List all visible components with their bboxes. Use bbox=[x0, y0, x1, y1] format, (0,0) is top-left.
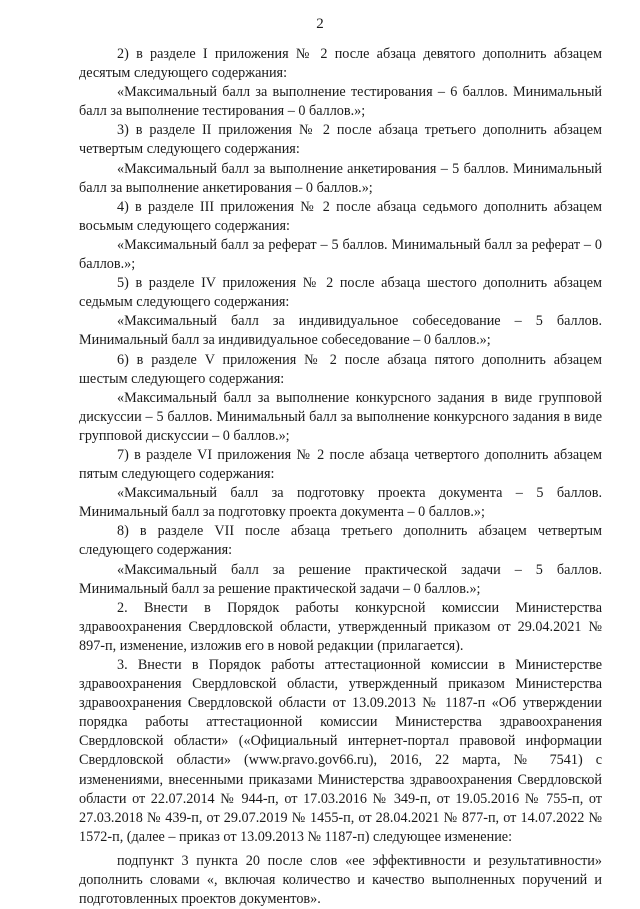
quoted-text: «Максимальный балл за подготовку проекта документа – 5 баллов. Минимальный балл за подготовку проекта документа – 0 баллов.»; bbox=[79, 485, 602, 521]
clause-2: 2. Внести в Порядок работы конкурсной комиссии Министерства здравоохранения Свердловской области, утвержденный приказом от 29.04.2021 № 897-п, изменение, изложив его в новой редакции (прилагается). bbox=[79, 599, 602, 654]
quoted-text: «Максимальный балл за выполнение конкурсного задания в виде групповой дискуссии – 5 баллов. Минимальный балл за выполнение конкурсного задания в виде групповой дискуссии – 0 баллов.»; bbox=[79, 389, 602, 444]
amendment-item-6: 6) в разделе V приложения № 2 после абзаца пятого дополнить абзацем шестым следующего содержания: bbox=[79, 351, 602, 387]
quoted-text: «Максимальный балл за решение практической задачи – 5 баллов. Минимальный балл за решение практической задачи – 0 баллов.»; bbox=[79, 561, 602, 597]
quoted-text: «Максимальный балл за выполнение тестирования – 6 баллов. Минимальный балл за выполнение тестирования – 0 баллов.»; bbox=[79, 84, 602, 120]
amendment-item-2: 2) в разделе I приложения № 2 после абзаца девятого дополнить абзацем десятым следующего содержания: bbox=[79, 46, 602, 82]
quoted-text: «Максимальный балл за выполнение анкетирования – 5 баллов. Минимальный балл за выполнение анкетирования – 0 баллов.»; bbox=[79, 160, 602, 196]
amendment-item-8: 8) в разделе VII после абзаца третьего дополнить абзацем четвертым следующего содержания: bbox=[79, 523, 602, 559]
clause-3-change: подпункт 3 пункта 20 после слов «ее эффективности и результативности» дополнить словами «, включая количество и качество выполненных поручений и подготовленных проектов документов». bbox=[79, 852, 602, 908]
amendment-item-3: 3) в разделе II приложения № 2 после абзаца третьего дополнить абзацем четвертым следующего содержания: bbox=[79, 122, 602, 158]
page-number: 2 bbox=[316, 16, 324, 32]
clause-3: 3. Внести в Порядок работы аттестационной комиссии в Министерстве здравоохранения Свердловской области, утвержденный приказом Министерства здравоохранения Свердловской области от 13.09.2013 № 1187-п «Об утверждении порядка работы аттестационной комиссии Министерства здравоохранения Свердловской области» («Официальный интернет-портал правовой информации Свердловской области» (www.pravo.gov66.ru), 2016, 22 марта, № 7541) с изменениями, внесенными приказами Министерства здравоохранения Свердловской области от 22.07.2014 № 944-п, от 17.03.2016 № 349-п, от 19.05.2016 № 755-п, от 27.03.2018 № 439-п, от 29.07.2019 № 1455-п, от 28.04.2021 № 877-п, от 14.07.2022 № 1572-п, (далее – приказ от 13.09.2013 № 1187-п) следующее изменение: bbox=[79, 657, 602, 845]
amendment-item-4: 4) в разделе III приложения № 2 после абзаца седьмого дополнить абзацем восьмым следующего содержания: bbox=[79, 198, 602, 234]
quoted-text: «Максимальный балл за реферат – 5 баллов. Минимальный балл за реферат – 0 баллов.»; bbox=[79, 236, 602, 273]
amendment-item-5: 5) в разделе IV приложения № 2 после абзаца шестого дополнить абзацем седьмым следующего содержания: bbox=[79, 275, 602, 311]
quoted-text: «Максимальный балл за индивидуальное собеседование – 5 баллов. Минимальный балл за индивидуальное собеседование – 0 баллов.»; bbox=[79, 313, 602, 349]
amendment-item-7: 7) в разделе VI приложения № 2 после абзаца четвертого дополнить абзацем пятым следующего содержания: bbox=[79, 446, 602, 483]
document-body bbox=[79, 45, 602, 909]
